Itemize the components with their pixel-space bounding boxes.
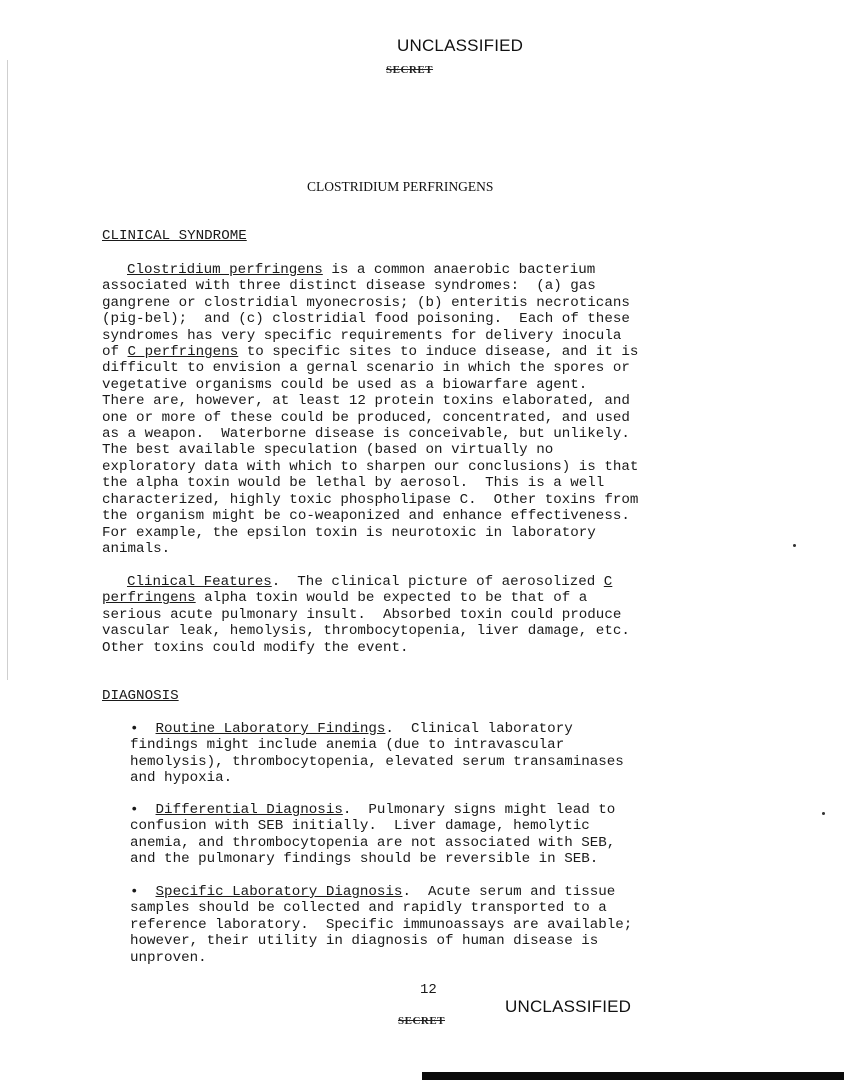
scan-edge-line [7, 60, 8, 680]
diagnosis-term: Routine Laboratory Findings [155, 721, 386, 737]
bottom-rule [422, 1072, 844, 1080]
clinical-syndrome-paragraph: Clostridium perfringens is a common anaerobic bacterium associated with three distinct disease syndromes: (a) gas gangrene or clostridial myonecrosis; (b) enteritis necroticans (pig-bel); and (c) clostridial food poisoning. Each of these syndromes has very specific requirements for delivery inocula of C perfringens to specific sites to induce disease, and it is difficult to envision a gernal scenario in which the spores or vegetative organisms could be used as a biowarfare agent. There are, however, at least 12 protein toxins elaborated, and one or more of these could be produced, concentrated, and used as a weapon. Waterborne disease is conceivable, but unlikely. The best available speculation (based on virtually no exploratory data with which to sharpen our conclusions) is that the alpha toxin would be lethal by aerosol. This is a well characterized, highly toxic phospholipase C. Other toxins from the organism might be co-weaponized and enhance effectiveness. For example, the epsilon toxin is neurotoxic in laboratory animals. [102, 262, 639, 557]
header-stamp: SECRET [386, 64, 434, 76]
document-title: CLOSTRIDIUM PERFRINGENS [307, 179, 494, 194]
section-heading-clinical-syndrome: CLINICAL SYNDROME [102, 228, 247, 244]
lead-term: Clostridium perfringens [127, 262, 323, 278]
footer-classification: UNCLASSIFIED [505, 997, 632, 1016]
clinical-features-paragraph: Clinical Features. The clinical picture of aerosolized C perfringens alpha toxin would be expected to be that of a serious acute pulmonary insult. Absorbed toxin could produce vascular leak, hemolysis, thrombocytopenia, liver damage, etc. Other toxins could modify the event. [102, 574, 630, 656]
diagnosis-term: Specific Laboratory Diagnosis [155, 884, 403, 900]
diagnosis-item-differential: • Differential Diagnosis. Pulmonary signs might lead to confusion with SEB initially. Liver damage, hemolytic anemia, and thrombocytopenia are not associated with SEB, and the pulmonary findings should be reversible in SEB. [130, 802, 616, 868]
scan-speck [822, 812, 825, 815]
footer-stamp: SECRET [398, 1015, 446, 1027]
diagnosis-term: Differential Diagnosis [155, 802, 343, 818]
header-classification: UNCLASSIFIED [397, 36, 524, 55]
diagnosis-item-routine: • Routine Laboratory Findings. Clinical laboratory findings might include anemia (due to intravascular hemolysis), thrombocytopenia, elevated serum transaminases and hypoxia. [130, 721, 624, 787]
diagnosis-item-specific: • Specific Laboratory Diagnosis. Acute serum and tissue samples should be collected and rapidly transported to a reference laboratory. Specific immunoassays are available; however, their utility in diagnosis of human disease is unproven. [130, 884, 633, 966]
species-abbrev: C perfringens [127, 344, 239, 361]
clinical-features-term: Clinical Features [127, 574, 272, 590]
page-number: 12 [420, 982, 437, 998]
scan-speck [793, 544, 796, 547]
section-heading-diagnosis: DIAGNOSIS [102, 688, 179, 704]
